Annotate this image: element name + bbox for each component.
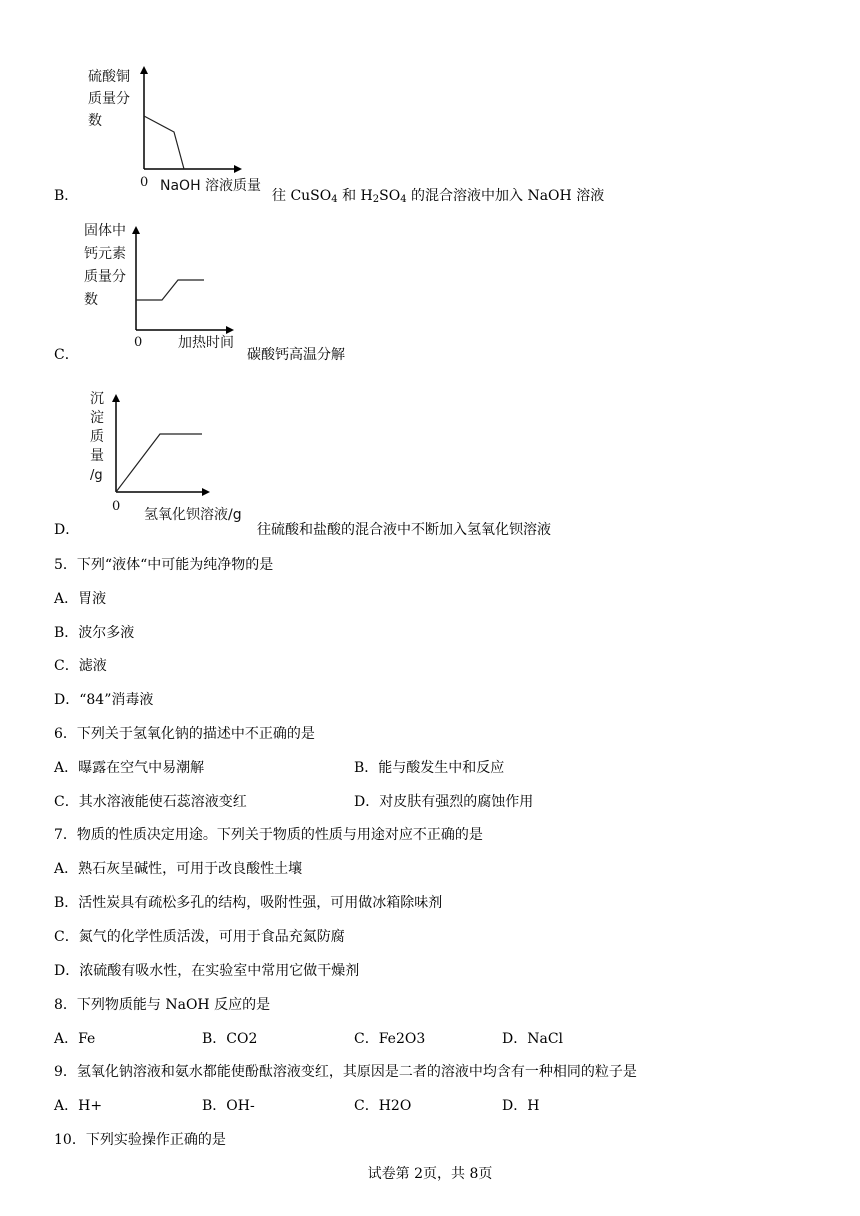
- chart-c-plot: [80, 222, 260, 352]
- q9-stem: 9．氢氧化钠溶液和氨水都能使酚酞溶液变红，其原因是二者的溶液中均含有一种相同的粒子是: [54, 1064, 637, 1080]
- q8-option-b: B．CO2: [202, 1031, 258, 1047]
- q6-option-d: D．对皮肤有强烈的腐蚀作用: [354, 794, 534, 810]
- option-b-letter: B．: [54, 188, 79, 204]
- option-b-caption: 往 CuSO$_4$ 和 $H_2SO_4$ 的混合溶液中加入 NaOH 溶液: [272, 188, 605, 205]
- chart-b-line: [144, 116, 184, 169]
- chart-c-ylabel-4: 数: [84, 292, 98, 308]
- chart-d-xlabel: 氢氧化钡溶液/g: [144, 507, 242, 523]
- chart-c-ylabel-1: 固体中: [84, 223, 126, 239]
- chart-c: [80, 222, 260, 352]
- chart-d: [84, 390, 264, 524]
- chart-b-ylabel-1: 硫酸铜: [88, 69, 130, 85]
- chart-c-line: [136, 280, 204, 300]
- q6-option-a: A．曝露在空气中易潮解: [54, 760, 205, 776]
- q8-stem: 8．下列物质能与 NaOH 反应的是: [54, 997, 271, 1013]
- chart-d-ylabel-2: 淀: [90, 410, 104, 426]
- q5-stem: 5．下列“液体“中可能为纯净物的是: [54, 557, 274, 573]
- chart-d-ylabel-5: /g: [90, 468, 103, 483]
- q5-option-b: B．波尔多液: [54, 625, 135, 641]
- chart-d-y-arrow: [112, 394, 120, 402]
- q7-option-c: C．氮气的化学性质活泼，可用于食品充氮防腐: [54, 929, 345, 945]
- chart-d-line: [116, 434, 202, 492]
- chart-b-x-arrow: [234, 165, 242, 173]
- q7-stem: 7．物质的性质决定用途。下列关于物质的性质与用途对应不正确的是: [54, 827, 483, 843]
- q5-option-d: D．“84”消毒液: [54, 692, 154, 708]
- q9-option-d: D．H: [502, 1098, 540, 1114]
- chart-d-ylabel-1: 沉: [90, 391, 104, 407]
- chart-c-ylabel-2: 钙元素: [84, 246, 126, 262]
- q8-option-d: D．NaCl: [502, 1031, 564, 1047]
- chart-c-x-arrow: [226, 326, 234, 334]
- q6-option-c: C．其水溶液能使石蕊溶液变红: [54, 794, 247, 810]
- option-d-caption: 往硫酸和盐酸的混合液中不断加入氢氧化钡溶液: [257, 522, 551, 538]
- q10-stem: 10．下列实验操作正确的是: [54, 1132, 226, 1148]
- chart-b-y-arrow: [140, 66, 148, 74]
- q9-option-a: A．H+: [54, 1098, 103, 1114]
- chart-c-y-arrow: [132, 226, 140, 234]
- q6-stem: 6．下列关于氢氧化钠的描述中不正确的是: [54, 726, 315, 742]
- chart-b-xlabel: NaOH 溶液质量: [160, 178, 262, 194]
- chart-b-origin: 0: [140, 175, 149, 190]
- option-c-caption: 碳酸钙高温分解: [247, 347, 345, 363]
- chart-b: [84, 64, 284, 194]
- q9-option-b: B．OH-: [202, 1098, 255, 1114]
- q7-option-a: A．熟石灰呈碱性，可用于改良酸性土壤: [54, 861, 303, 877]
- chart-d-origin: 0: [112, 499, 121, 514]
- chart-b-ylabel-2: 质量分: [88, 91, 130, 107]
- chart-c-ylabel-3: 质量分: [84, 269, 126, 285]
- q8-option-a: A．Fe: [54, 1031, 96, 1047]
- chart-d-ylabel-4: 量: [90, 448, 104, 464]
- chart-c-origin: 0: [134, 335, 143, 350]
- chart-b-ylabel-3: 数: [88, 113, 102, 129]
- q5-option-c: C．滤液: [54, 658, 107, 674]
- chart-d-x-arrow: [202, 488, 210, 496]
- q7-option-b: B．活性炭具有疏松多孔的结构，吸附性强，可用做冰箱除味剂: [54, 895, 443, 911]
- q8-option-c: C．Fe2O3: [354, 1031, 426, 1047]
- chart-d-ylabel-3: 质: [90, 429, 104, 445]
- page-footer: 试卷第 2页，共 8页: [367, 1166, 493, 1182]
- option-d-letter: D．: [54, 522, 80, 538]
- chart-d-plot: [84, 390, 264, 524]
- chart-c-xlabel: 加热时间: [178, 335, 234, 351]
- q7-option-d: D．浓硫酸有吸水性，在实验室中常用它做干燥剂: [54, 963, 360, 979]
- q5-option-a: A．胃液: [54, 591, 107, 607]
- q9-option-c: C．H2O: [354, 1098, 412, 1114]
- option-c-letter: C．: [54, 347, 79, 363]
- chart-b-plot: [84, 64, 284, 194]
- q6-option-b: B．能与酸发生中和反应: [354, 760, 505, 776]
